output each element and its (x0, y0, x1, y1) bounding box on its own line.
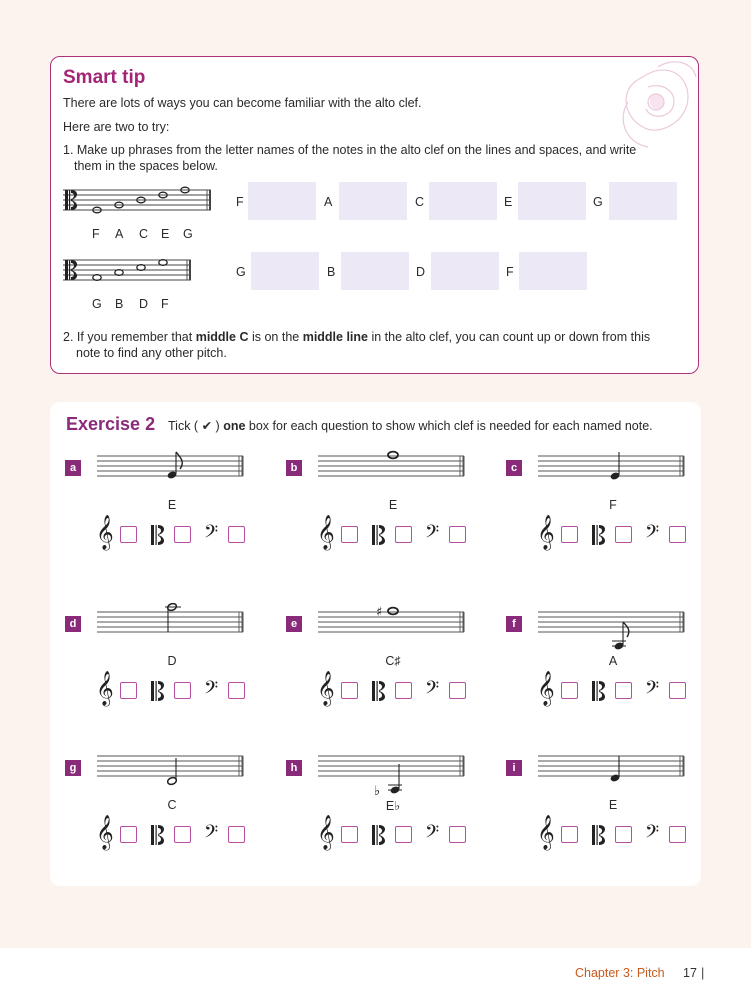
bass-clef-checkbox[interactable] (228, 682, 245, 699)
bass-clef-checkbox[interactable] (669, 682, 686, 699)
alto-clef-checkbox[interactable] (395, 826, 412, 843)
question-note-name: A (608, 654, 618, 668)
question-staff (97, 456, 245, 482)
question-label: i (506, 760, 522, 776)
tip-point1-line2: them in the spaces below. (74, 159, 218, 173)
bass-clef-checkbox[interactable] (228, 826, 245, 843)
question-staff (538, 612, 686, 638)
tip-point2-line2: note to find any other pitch. (76, 346, 227, 360)
spaces-note-d: D (139, 297, 149, 311)
bass-clef-checkbox[interactable] (449, 682, 466, 699)
spaces-note-b: B (115, 297, 124, 311)
spaces-note-f: F (161, 297, 169, 311)
phrase-letter-g: G (593, 195, 603, 209)
question-staff (318, 456, 466, 482)
bass-clef-icon: 𝄢 (645, 522, 660, 547)
bass-clef-icon: 𝄢 (645, 822, 660, 847)
treble-clef-icon: 𝄞 (537, 815, 555, 850)
question-staff (318, 756, 466, 799)
phrase-letter-d: D (416, 265, 426, 279)
bass-clef-icon: 𝄢 (425, 678, 440, 703)
bass-clef-icon: 𝄢 (645, 678, 660, 703)
question-staff (97, 756, 245, 782)
question-staff (97, 612, 245, 638)
bass-clef-icon: 𝄢 (204, 822, 219, 847)
question-note-name: C♯ (385, 654, 401, 668)
phrase-box-f[interactable] (248, 182, 316, 220)
bass-clef-checkbox[interactable] (449, 826, 466, 843)
question-note-name: E♭ (385, 799, 401, 813)
question-staff (318, 605, 466, 638)
phrase-letter-e: E (504, 195, 513, 209)
phrase-box-f2[interactable] (519, 252, 587, 290)
treble-clef-icon: 𝄞 (317, 815, 335, 850)
treble-clef-icon: 𝄞 (537, 515, 555, 550)
tip-here: Here are two to try: (63, 120, 170, 134)
phrase-box-g2[interactable] (251, 252, 319, 290)
alto-clef-icon (151, 681, 167, 701)
svg-text:♭: ♭ (374, 784, 381, 799)
bass-clef-checkbox[interactable] (669, 526, 686, 543)
alto-clef-checkbox[interactable] (174, 682, 191, 699)
svg-text:♯: ♯ (376, 605, 383, 620)
alto-clef-lines-staff (63, 185, 213, 219)
alto-clef-checkbox[interactable] (174, 826, 191, 843)
lines-note-f: F (92, 227, 100, 241)
bass-clef-checkbox[interactable] (449, 526, 466, 543)
question-staff (538, 756, 686, 782)
question-note-name: E (608, 798, 618, 812)
lines-note-g: G (183, 227, 193, 241)
footer-separator: | (701, 965, 705, 980)
treble-clef-checkbox[interactable] (120, 526, 137, 543)
exercise-title: Exercise 2 (66, 414, 156, 434)
alto-clef-icon (592, 525, 608, 545)
phrase-letter-a: A (324, 195, 333, 209)
question-note-name: D (167, 654, 177, 668)
lines-note-a: A (115, 227, 124, 241)
phrase-letter-c: C (415, 195, 425, 209)
question-label: g (65, 760, 81, 776)
alto-clef-checkbox[interactable] (395, 526, 412, 543)
treble-clef-checkbox[interactable] (341, 826, 358, 843)
lines-note-c: C (139, 227, 149, 241)
question-note-name: C (167, 798, 177, 812)
question-label: a (65, 460, 81, 476)
smart-tip-box (50, 56, 699, 374)
treble-clef-checkbox[interactable] (341, 526, 358, 543)
bass-clef-checkbox[interactable] (669, 826, 686, 843)
question-label: h (286, 760, 302, 776)
alto-clef-icon (372, 825, 388, 845)
chapter-label: Chapter 3: Pitch (575, 966, 665, 980)
question-staff (538, 456, 686, 482)
question-note-name: E (388, 498, 398, 512)
treble-clef-icon: 𝄞 (96, 515, 114, 550)
question-label: b (286, 460, 302, 476)
alto-clef-icon (592, 825, 608, 845)
smart-tip-title: Smart tip (63, 67, 146, 88)
treble-clef-icon: 𝄞 (317, 515, 335, 550)
bass-clef-checkbox[interactable] (228, 526, 245, 543)
question-label: d (65, 616, 81, 632)
treble-clef-icon: 𝄞 (96, 815, 114, 850)
tip-intro: There are lots of ways you can become familiar with the alto clef. (63, 96, 422, 110)
question-label: e (286, 616, 302, 632)
phrase-box-a[interactable] (339, 182, 407, 220)
bass-clef-icon: 𝄢 (425, 822, 440, 847)
bass-clef-icon: 𝄢 (204, 678, 219, 703)
question-note-name: F (609, 498, 617, 512)
alto-clef-spaces-staff (63, 255, 193, 289)
alto-clef-icon (592, 681, 608, 701)
phrase-box-g[interactable] (609, 182, 677, 220)
treble-clef-checkbox[interactable] (561, 682, 578, 699)
tip-point1-line1: 1. Make up phrases from the letter names of the notes in the alto clef on the lines and spaces, and write (63, 143, 637, 157)
alto-clef-icon (151, 825, 167, 845)
treble-clef-checkbox[interactable] (341, 682, 358, 699)
page-number: 17 (683, 966, 697, 980)
treble-clef-icon: 𝄞 (96, 671, 114, 706)
question-label: f (506, 616, 522, 632)
exercise-instructions: Tick ( ✔ ) one box for each question to show which clef is needed for each named note. (168, 419, 653, 433)
treble-clef-checkbox[interactable] (561, 526, 578, 543)
alto-clef-checkbox[interactable] (615, 682, 632, 699)
phrase-letter-f: F (236, 195, 244, 209)
phrase-box-e[interactable] (518, 182, 586, 220)
treble-clef-icon: 𝄞 (317, 671, 335, 706)
phrase-letter-b: B (327, 265, 336, 279)
alto-clef-checkbox[interactable] (174, 526, 191, 543)
alto-clef-icon (372, 525, 388, 545)
treble-clef-icon: 𝄞 (537, 671, 555, 706)
treble-clef-checkbox[interactable] (561, 826, 578, 843)
phrase-letter-g2: G (236, 265, 246, 279)
treble-clef-checkbox[interactable] (120, 682, 137, 699)
bass-clef-icon: 𝄢 (204, 522, 219, 547)
lines-note-e: E (161, 227, 170, 241)
phrase-box-d[interactable] (431, 252, 499, 290)
alto-clef-icon (372, 681, 388, 701)
phrase-letter-f2: F (506, 265, 514, 279)
phrase-box-c[interactable] (429, 182, 497, 220)
spaces-note-g: G (92, 297, 102, 311)
question-note-name: E (167, 498, 177, 512)
bass-clef-icon: 𝄢 (425, 522, 440, 547)
phrase-box-b[interactable] (341, 252, 409, 290)
tip-point2-line1: 2. If you remember that middle C is on the middle line in the alto clef, you can count up or down from this (63, 330, 651, 344)
treble-clef-checkbox[interactable] (120, 826, 137, 843)
question-label: c (506, 460, 522, 476)
alto-clef-icon (151, 525, 167, 545)
alto-clef-checkbox[interactable] (395, 682, 412, 699)
tick-icon: ✔ (201, 419, 213, 433)
alto-clef-checkbox[interactable] (615, 826, 632, 843)
alto-clef-checkbox[interactable] (615, 526, 632, 543)
